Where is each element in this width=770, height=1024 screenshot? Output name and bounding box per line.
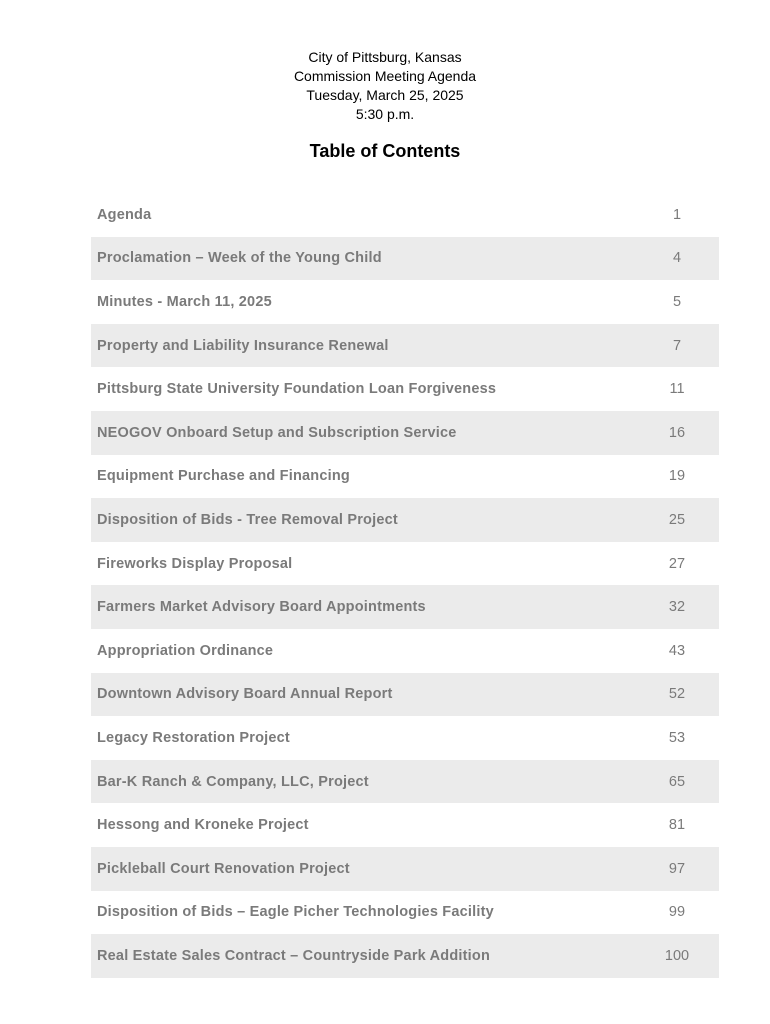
toc-entry-page[interactable]: 53	[668, 729, 686, 746]
toc-entry-label[interactable]: Fireworks Display Proposal	[97, 555, 293, 572]
toc-entry-page[interactable]: 5	[672, 293, 682, 310]
meeting-date: Tuesday, March 25, 2025	[306, 87, 464, 103]
toc-row[interactable]	[91, 673, 719, 717]
toc-entry-page[interactable]: 81	[668, 817, 686, 834]
toc-entry-label[interactable]: Minutes - March 11, 2025	[97, 293, 272, 310]
toc-entry-page[interactable]: 11	[669, 381, 685, 398]
toc-row[interactable]	[91, 803, 719, 847]
toc-entry-label[interactable]: Proclamation – Week of the Young Child	[97, 250, 382, 267]
city-name: City of Pittsburg, Kansas	[308, 49, 462, 65]
toc-entry-page[interactable]: 1	[672, 206, 682, 223]
toc-entry-label[interactable]: Equipment Purchase and Financing	[97, 468, 350, 485]
toc-row[interactable]	[91, 891, 719, 935]
toc-entry-label[interactable]: Farmers Market Advisory Board Appointments	[97, 599, 426, 616]
toc-entry-page[interactable]: 7	[672, 337, 682, 354]
toc-entry-label[interactable]: Disposition of Bids - Tree Removal Project	[97, 511, 398, 528]
toc-row[interactable]	[91, 367, 719, 411]
toc-entry-page[interactable]: 99	[668, 904, 686, 921]
toc-entry-label[interactable]: Appropriation Ordinance	[97, 642, 274, 659]
toc-entry-label[interactable]: Bar-K Ranch & Company, LLC, Project	[97, 773, 369, 790]
toc-entry-label[interactable]: Pittsburg State University Foundation Loan Forgiveness	[97, 381, 497, 398]
toc-entry-page[interactable]: 19	[668, 468, 686, 485]
toc-entry-page[interactable]: 43	[668, 642, 686, 659]
toc-entry-page[interactable]: 65	[668, 773, 686, 790]
document-header	[0, 48, 770, 124]
toc-entry-label[interactable]: Real Estate Sales Contract – Countryside Park Addition	[97, 947, 491, 964]
toc-entry-label[interactable]: Property and Liability Insurance Renewal	[97, 337, 389, 354]
toc-table	[91, 193, 719, 978]
toc-entry-label[interactable]: Disposition of Bids – Eagle Picher Technologies Facility	[97, 904, 494, 921]
toc-entry-label[interactable]: NEOGOV Onboard Setup and Subscription Service	[97, 424, 457, 441]
toc-entry-page[interactable]: 97	[668, 860, 686, 877]
toc-row[interactable]	[91, 324, 719, 368]
toc-row[interactable]	[91, 280, 719, 324]
toc-entry-page[interactable]: 4	[672, 250, 682, 267]
toc-row[interactable]	[91, 847, 719, 891]
meeting-time: 5:30 p.m.	[355, 106, 415, 122]
toc-row[interactable]	[91, 585, 719, 629]
toc-entry-label[interactable]: Legacy Restoration Project	[97, 729, 290, 746]
toc-entry-label[interactable]: Agenda	[97, 206, 152, 223]
toc-entry-page[interactable]: 25	[668, 511, 686, 528]
toc-row[interactable]	[91, 542, 719, 586]
toc-row[interactable]	[91, 237, 719, 281]
toc-entry-label[interactable]: Pickleball Court Renovation Project	[97, 860, 350, 877]
toc-row[interactable]	[91, 411, 719, 455]
meeting-type: Commission Meeting Agenda	[293, 68, 477, 84]
toc-row[interactable]	[91, 716, 719, 760]
toc-row[interactable]	[91, 498, 719, 542]
toc-entry-page[interactable]: 52	[668, 686, 686, 703]
toc-title: Table of Contents	[309, 141, 461, 161]
toc-row[interactable]	[91, 629, 719, 673]
toc-entry-label[interactable]: Downtown Advisory Board Annual Report	[97, 686, 393, 703]
toc-entry-label[interactable]: Hessong and Kroneke Project	[97, 817, 309, 834]
toc-entry-page[interactable]: 32	[668, 599, 686, 616]
toc-row[interactable]	[91, 760, 719, 804]
toc-row[interactable]	[91, 934, 719, 978]
toc-entry-page[interactable]: 16	[668, 424, 686, 441]
toc-row[interactable]	[91, 193, 719, 237]
toc-row[interactable]	[91, 455, 719, 499]
toc-entry-page[interactable]: 27	[668, 555, 686, 572]
toc-entry-page[interactable]: 100	[664, 947, 690, 964]
